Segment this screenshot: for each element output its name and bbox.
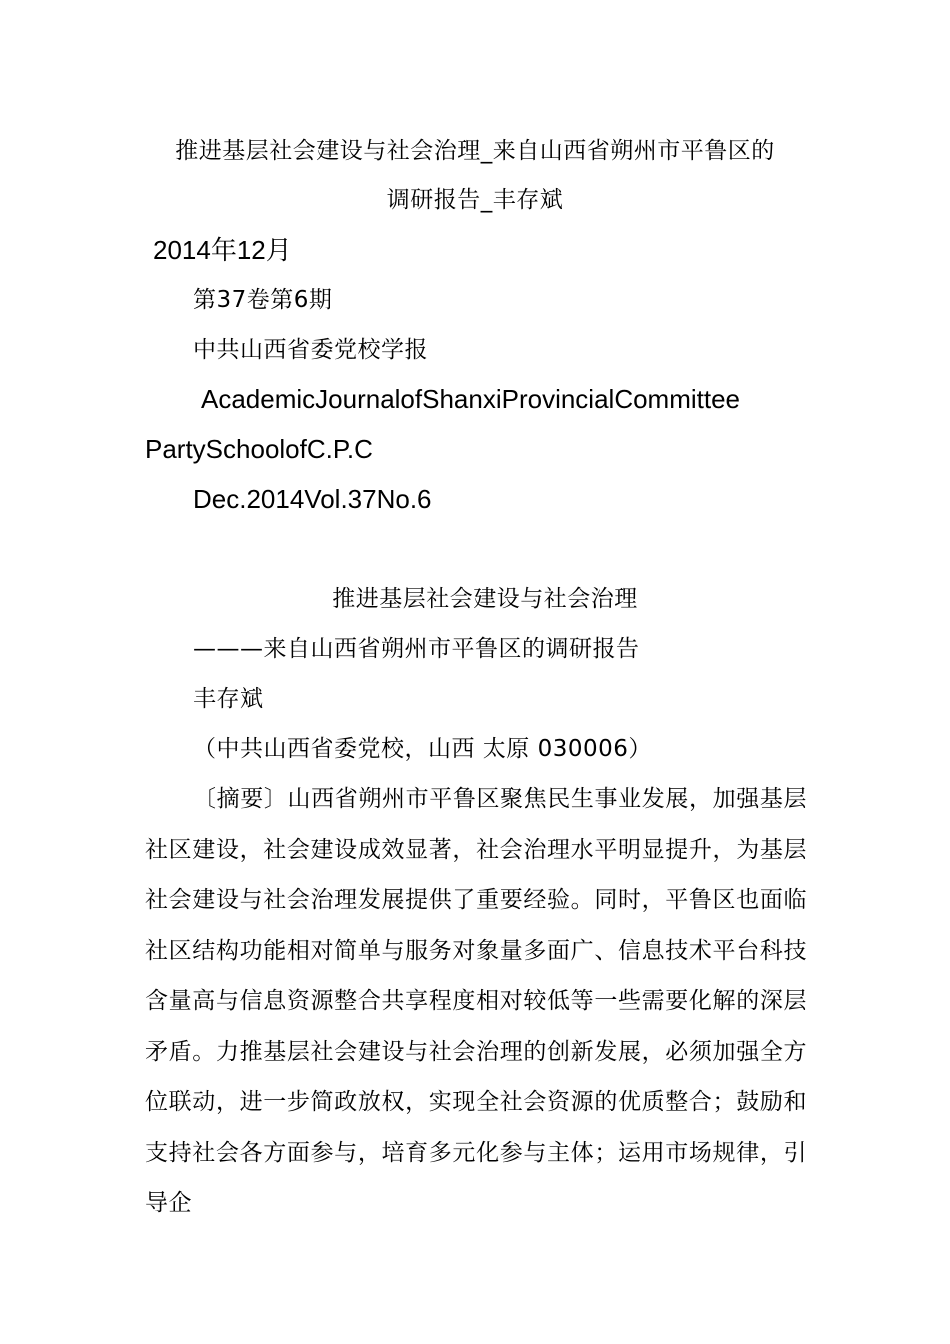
volume-issue: 第37卷第6期 [193, 287, 333, 313]
document-title-line-2: 调研报告_丰存斌 [386, 187, 564, 213]
article-author: 丰存斌 [193, 686, 264, 712]
issue-en: Dec.2014Vol.37No.6 [193, 484, 432, 514]
document-title-line-1: 推进基层社会建设与社会治理_来自山西省朔州市平鲁区的 [175, 138, 775, 164]
article-title: 推进基层社会建设与社会治理 [332, 586, 638, 612]
article-subtitle: ———来自山西省朔州市平鲁区的调研报告 [193, 636, 640, 662]
publication-date: 2014年12月 [153, 235, 292, 265]
journal-name-en-line-1: AcademicJournalofShanxiProvincialCommittee [201, 384, 741, 414]
journal-name-cn: 中共山西省委党校学报 [193, 337, 428, 363]
journal-name-en-line-2: PartySchoolofC.P.C [145, 434, 373, 464]
author-affiliation: （中共山西省委党校，山西 太原 030006） [193, 736, 652, 762]
abstract-paragraph: 〔摘要〕山西省朔州市平鲁区聚焦民生事业发展，加强基层社区建设，社会建设成效显著，社会治理水平明显提升，为基层社会建设与社会治理发展提供了重要经验。同时，平鲁区也面临社区结构功能相对简单与服务对象量多面广、信息技术平台科技含量高与信息资源整合共享程度相对较低等一些需要化解的深层矛盾。力推基层社会建设与社会治理的创新发展，必须加强全方位联动，进一步简政放权，实现全社会资源的优质整合；鼓励和支持社会各方面参与，培育多元化参与主体；运用市场规律，引导企 [145, 786, 807, 1216]
